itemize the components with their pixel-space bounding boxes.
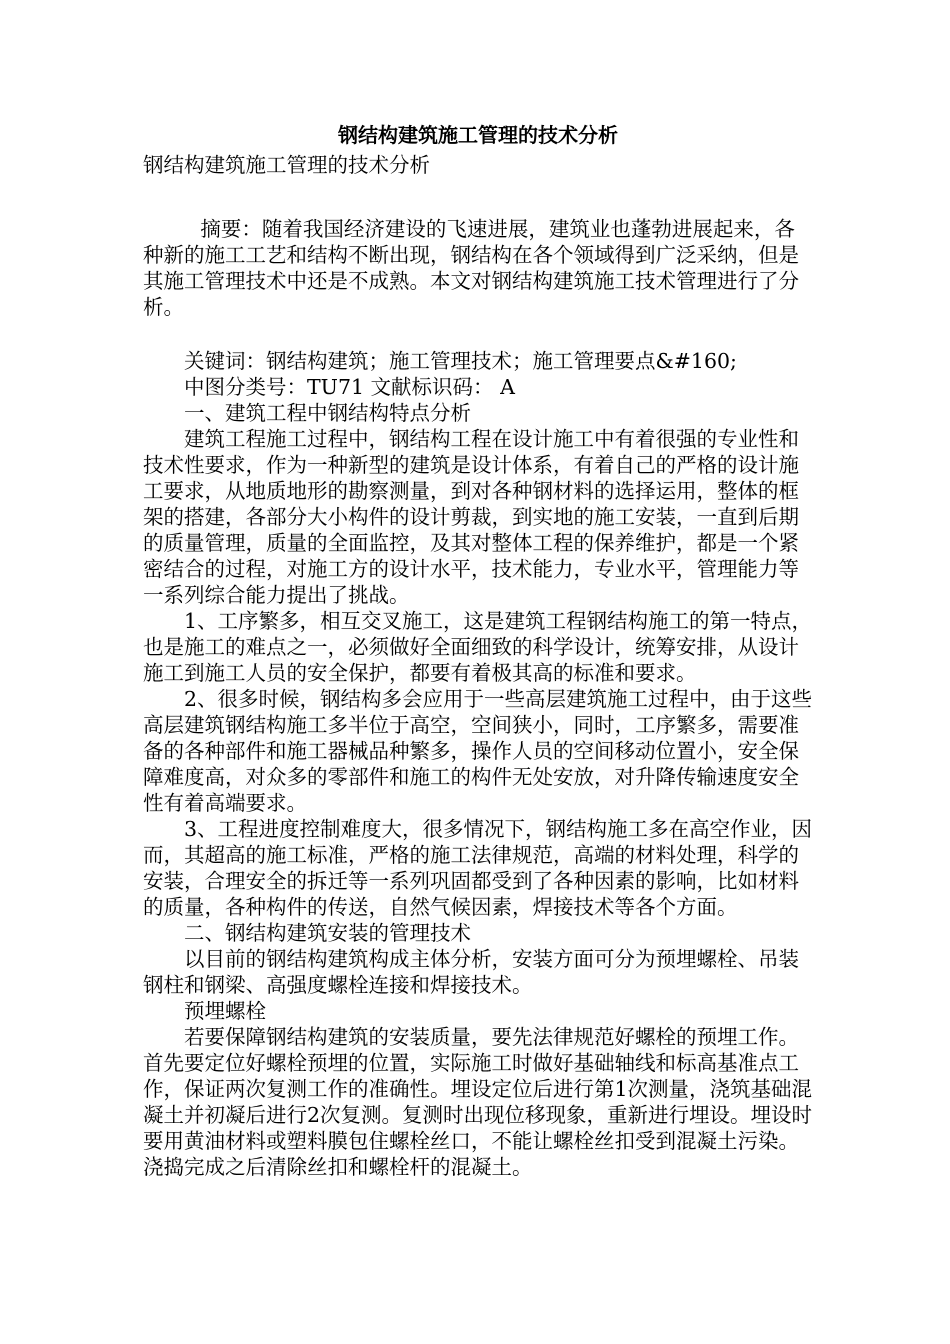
point-3-paragraph: 3、工程进度控制难度大，很多情况下，钢结构施工多在高空作业，因而，其超高的施工标准，严格的施工法律规范，高端的材料处理，科学的安装，合理安全的拆迁等一系列巩固都受到了各种因素的影响，比如材料的质量，各种构件的传送，自然气候因素，焊接技术等各个方面。 <box>143 817 813 919</box>
section-2-paragraph: 以目前的钢结构建筑构成主体分析，安装方面可分为预埋螺栓、吊装钢柱和钢梁、高强度螺栓连接和焊接技术。 <box>143 947 799 997</box>
abstract-paragraph: 摘要：随着我国经济建设的飞速进展，建筑业也蓬勃进展起来，各种新的施工工艺和结构不断出现，钢结构在各个领域得到广泛采纳，但是其施工管理技术中还是不成熟。本文对钢结构建筑施工技术管理进行了分析。 <box>143 217 799 319</box>
document-page <box>143 120 813 1180</box>
point-2-paragraph: 2、很多时候，钢结构多会应用于一些高层建筑施工过程中，由于这些高层建筑钢结构施工多半位于高空，空间狭小，同时，工序繁多，需要准备的各种部件和施工器械品种繁多，操作人员的空间移动位置小，安全保障难度高，对众多的零部件和施工的构件无处安放，对升降传输速度安全性有着高端要求。 <box>143 687 813 815</box>
spacer <box>143 180 813 216</box>
bolts-subheading: 预埋螺栓 <box>184 999 266 1023</box>
section-1-paragraph: 建筑工程施工过程中，钢结构工程在设计施工中有着很强的专业性和技术性要求，作为一种新型的建筑是设计体系，有着自己的严格的设计施工要求，从地质地形的勘察测量，到对各种钢材料的选择运用，整体的框架的搭建，各部分大小构件的设计剪裁，到实地的施工安装，一直到后期的质量管理，质量的全面监控，及其对整体工程的保养维护，都是一个紧密结合的过程，对施工方的设计水平，技术能力，专业水平，管理能力等一系列综合能力提出了挑战。 <box>143 427 799 607</box>
bolts-paragraph: 若要保障钢结构建筑的安装质量，要先法律规范好螺栓的预埋工作。首先要定位好螺栓预埋的位置，实际施工时做好基础轴线和标高基准点工作，保证两次复测工作的准确性。埋设定位后进行第1次测量，浇筑基础混凝土并初凝后进行2次复测。复测时出现位移现象，重新进行埋设。埋设时要用黄油材料或塑料膜包住螺栓丝口，不能让螺栓丝扣受到混凝土污染。浇捣完成之后清除丝扣和螺栓杆的混凝土。 <box>143 1025 813 1179</box>
document-subtitle: 钢结构建筑施工管理的技术分析 <box>143 153 430 177</box>
classification-line: 中图分类号：TU71 文献标识码： A <box>184 375 515 399</box>
keywords-line: 关键词：钢结构建筑；施工管理技术；施工管理要点&#160; <box>184 349 737 373</box>
section-2-heading: 二、钢结构建筑安装的管理技术 <box>184 921 471 945</box>
point-1-paragraph: 1、工序繁多，相互交叉施工，这是建筑工程钢结构施工的第一特点，也是施工的难点之一，必须做好全面细致的科学设计，统筹安排，从设计施工到施工人员的安全保护，都要有着极其高的标准和要求。 <box>143 609 813 685</box>
document-title: 钢结构建筑施工管理的技术分析 <box>338 123 618 147</box>
spacer <box>143 320 813 348</box>
section-1-heading: 一、建筑工程中钢结构特点分析 <box>184 401 471 425</box>
